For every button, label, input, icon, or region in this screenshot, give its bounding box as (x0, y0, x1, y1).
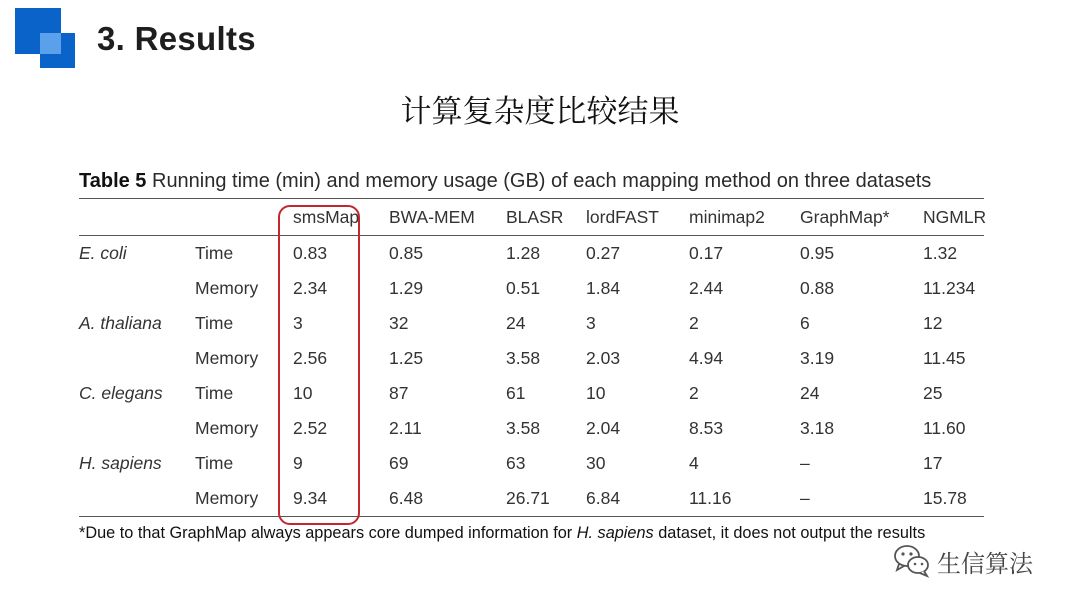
value-cell: – (800, 453, 810, 473)
value-cell: 10 (586, 383, 606, 403)
species-cell: H. sapiens (79, 453, 162, 473)
value-cell: 2.03 (586, 348, 621, 368)
value-cell: 1.25 (389, 348, 424, 368)
value-cell: 0.88 (800, 278, 835, 298)
table-row (79, 306, 984, 341)
value-cell: 0.17 (689, 243, 724, 263)
value-cell: 4.94 (689, 348, 724, 368)
value-cell: 9.34 (293, 488, 328, 508)
species-cell (79, 341, 195, 376)
species-cell (79, 481, 195, 517)
value-cell: 0.85 (389, 243, 424, 263)
value-cell: 15.78 (923, 488, 967, 508)
metric-cell: Time (195, 453, 234, 473)
value-cell: 25 (923, 383, 943, 403)
results-table (79, 198, 987, 517)
value-cell: 3.58 (506, 348, 541, 368)
value-cell: 2.52 (293, 418, 328, 438)
table-footnote (79, 524, 925, 543)
value-cell: 3 (293, 313, 303, 333)
value-cell: 11.234 (923, 278, 976, 298)
value-cell: 2 (689, 313, 699, 333)
value-cell: 2.34 (293, 278, 328, 298)
table-row (79, 446, 984, 481)
value-cell: 2.56 (293, 348, 328, 368)
species-cell: C. elegans (79, 383, 163, 403)
value-cell: 24 (506, 313, 526, 333)
table-row (79, 236, 984, 272)
smsmap-column-highlight (278, 205, 360, 525)
value-cell: 1.29 (389, 278, 424, 298)
value-cell: 0.51 (506, 278, 541, 298)
table-caption-label: Table 5 (79, 170, 147, 192)
footnote-text-end: dataset, it does not output the results (653, 524, 926, 542)
column-header: smsMap (293, 206, 360, 227)
table-row (79, 341, 984, 376)
table-row (79, 411, 984, 446)
table-caption-text: Running time (min) and memory usage (GB) of each mapping method on three datasets (146, 170, 932, 192)
metric-cell: Time (195, 383, 234, 403)
table-row (79, 376, 984, 411)
metric-cell: Memory (195, 488, 259, 508)
value-cell: 3.18 (800, 418, 835, 438)
value-cell: 26.71 (506, 488, 550, 508)
table-row (79, 481, 984, 517)
value-cell: – (800, 488, 810, 508)
value-cell: 87 (389, 383, 409, 403)
value-cell: 3.58 (506, 418, 541, 438)
value-cell: 11.60 (923, 418, 966, 438)
column-header: BWA-MEM (389, 206, 475, 227)
value-cell: 8.53 (689, 418, 724, 438)
value-cell: 11.45 (923, 348, 966, 368)
value-cell: 11.16 (689, 488, 732, 508)
metric-cell: Time (195, 313, 234, 333)
value-cell: 61 (506, 383, 526, 403)
value-cell: 63 (506, 453, 526, 473)
metric-cell: Memory (195, 348, 259, 368)
species-cell (79, 271, 195, 306)
value-cell: 2.44 (689, 278, 724, 298)
value-cell: 6.84 (586, 488, 621, 508)
column-header: minimap2 (689, 206, 765, 227)
table-body (79, 236, 984, 517)
value-cell: 32 (389, 313, 409, 333)
value-cell: 12 (923, 313, 943, 333)
table-header-row (79, 199, 984, 236)
species-cell: E. coli (79, 243, 127, 263)
results-table-block (79, 170, 987, 517)
column-header (79, 199, 195, 236)
value-cell: 0.95 (800, 243, 835, 263)
table-row (79, 271, 984, 306)
slide-heading: 3. Results (97, 20, 256, 57)
value-cell: 1.28 (506, 243, 541, 263)
value-cell: 0.83 (293, 243, 328, 263)
value-cell: 0.27 (586, 243, 621, 263)
value-cell: 30 (586, 453, 606, 473)
column-header: NGMLR (923, 206, 987, 227)
value-cell: 6 (800, 313, 810, 333)
value-cell: 2.11 (389, 418, 422, 438)
wechat-icon (893, 543, 931, 579)
value-cell: 9 (293, 453, 303, 473)
metric-cell: Memory (195, 278, 259, 298)
value-cell: 4 (689, 453, 699, 473)
value-cell: 17 (923, 453, 943, 473)
value-cell: 1.32 (923, 243, 958, 263)
metric-cell: Time (195, 243, 234, 263)
watermark (893, 543, 1033, 579)
column-header: BLASR (506, 206, 564, 227)
column-header: lordFAST (586, 206, 659, 227)
metric-cell: Memory (195, 418, 259, 438)
value-cell: 1.84 (586, 278, 621, 298)
value-cell: 24 (800, 383, 820, 403)
value-cell: 6.48 (389, 488, 424, 508)
value-cell: 10 (293, 383, 313, 403)
value-cell: 3.19 (800, 348, 835, 368)
table-caption (79, 170, 984, 193)
value-cell: 69 (389, 453, 409, 473)
footnote-species: H. sapiens (576, 524, 654, 542)
value-cell: 2 (689, 383, 699, 403)
slide-subtitle: 计算复杂度比较结果 (400, 94, 680, 130)
species-cell: A. thaliana (79, 313, 162, 333)
footnote-text-start: *Due to that GraphMap always appears core dumped information for (79, 524, 577, 542)
column-header: GraphMap* (800, 206, 890, 227)
watermark-text: 生信算法 (937, 549, 1033, 578)
brand-logo-overlap (40, 33, 61, 54)
value-cell: 2.04 (586, 418, 621, 438)
value-cell: 3 (586, 313, 596, 333)
species-cell (79, 411, 195, 446)
